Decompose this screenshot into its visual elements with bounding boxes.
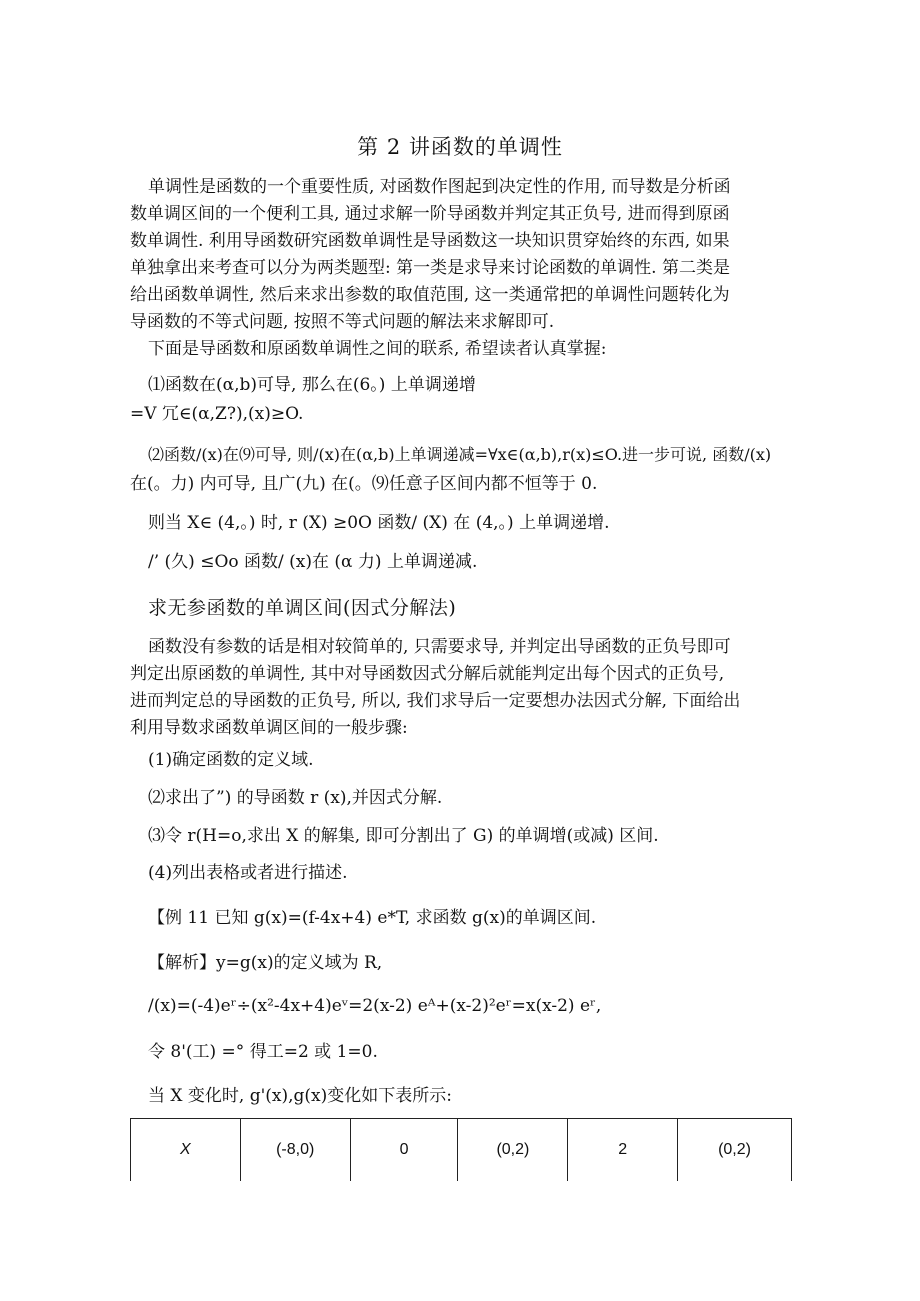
section-body-line: 判定出原函数的单调性, 其中对导函数因式分解后就能判定出每个因式的正负号, (130, 664, 725, 684)
step-4: (4)列出表格或者进行描述. (148, 863, 348, 883)
rule3: 则当 X∈ (4,。) 时, r (X) ≥0O 函数/ (X) 在 (4,。) 上单调递增. (148, 513, 610, 533)
solution-label: 【解析】y=g(x)的定义域为 R, (148, 953, 383, 973)
intro-paragraph (130, 174, 818, 336)
intro-line: 数单调区间的一个便利工具, 通过求解一阶导函数并判定其正负号, 进而得到原函 (130, 204, 730, 224)
section-body-line: 进而判定总的导函数的正负号, 所以, 我们求导后一定要想办法因式分解, 下面给出 (130, 691, 741, 711)
rule2-line1: ⑵函数/(x)在⑼可导, 则/(x)在(α,b)上单调递减=∀x∈(α,b),r(x)≤O.进一步可说, 函数/(x) (148, 445, 772, 464)
page-title: 第 2 讲函数的单调性 (357, 135, 563, 159)
intro-line: 导函数的不等式问题, 按照不等式问题的解法来求解即可. (130, 312, 555, 332)
zero-equation: 令 8'(工) =° 得工=2 或 1=0. (148, 1042, 378, 1062)
table-cell: (-8,0) (240, 1119, 350, 1182)
intro-line: 数单调性. 利用导函数研究函数单调性是导函数这一块知识贯穿始终的东西, 如果 (130, 231, 730, 251)
table-header-row (131, 1119, 792, 1182)
intro-line: 给出函数单调性, 然后来求出参数的取值范围, 这一类通常把的单调性问题转化为 (130, 285, 730, 305)
table-intro: 当 X 变化时, g'(x),g(x)变化如下表所示: (148, 1086, 452, 1106)
section-heading: 求无参函数的单调区间(因式分解法) (148, 597, 457, 619)
step-2: ⑵求出了”) 的导函数 r (x),并因式分解. (148, 788, 443, 808)
table-cell: (0,2) (458, 1119, 568, 1182)
table-cell: 2 (568, 1119, 678, 1182)
derivative-formula: /(x)=(-4)eʳ÷(x²-4x+4)eᵛ=2(x-2) eᴬ+(x-2)²eʳ=x(x-2) eʳ, (148, 996, 602, 1016)
step-1: (1)确定函数的定义域. (148, 750, 314, 770)
example-statement: 【例 11 已知 g(x)=(f-4x+4) e*T, 求函数 g(x)的单调区间. (148, 908, 597, 928)
table-cell: 0 (350, 1119, 458, 1182)
rule4: /’ (久) ≤Oo 函数/ (x)在 (α 力) 上单调递减. (148, 552, 478, 572)
table-cell: (0,2) (678, 1119, 792, 1182)
variation-table (130, 1118, 792, 1181)
rule2-line2: 在(。力) 内可导, 且广(九) 在(。⑼任意子区间内都不恒等于 0. (130, 474, 598, 494)
rule1-line1: ⑴函数在(α,b)可导, 那么在(6。) 上单调递增 (148, 375, 476, 395)
section-body (130, 634, 818, 742)
step-3: ⑶令 r(H=o,求出 X 的解集, 即可分割出了 G) 的单调增(或减) 区间. (148, 826, 659, 846)
section-body-line: 利用导数求函数单调区间的一般步骤: (130, 718, 408, 738)
table-cell: X (131, 1119, 241, 1182)
intro-line: 单独拿出来考查可以分为两类题型: 第一类是求导来讨论函数的单调性. 第二类是 (130, 258, 730, 278)
rule1-line2: =V 冗∈(α,Z?),(x)≥O. (130, 404, 304, 424)
intro-line: 单调性是函数的一个重要性质, 对函数作图起到决定性的作用, 而导数是分析函 (148, 177, 731, 197)
relation-intro: 下面是导函数和原函数单调性之间的联系, 希望读者认真掌握: (148, 339, 607, 359)
section-body-line: 函数没有参数的话是相对较简单的, 只需要求导, 并判定出导函数的正负号即可 (148, 637, 731, 657)
